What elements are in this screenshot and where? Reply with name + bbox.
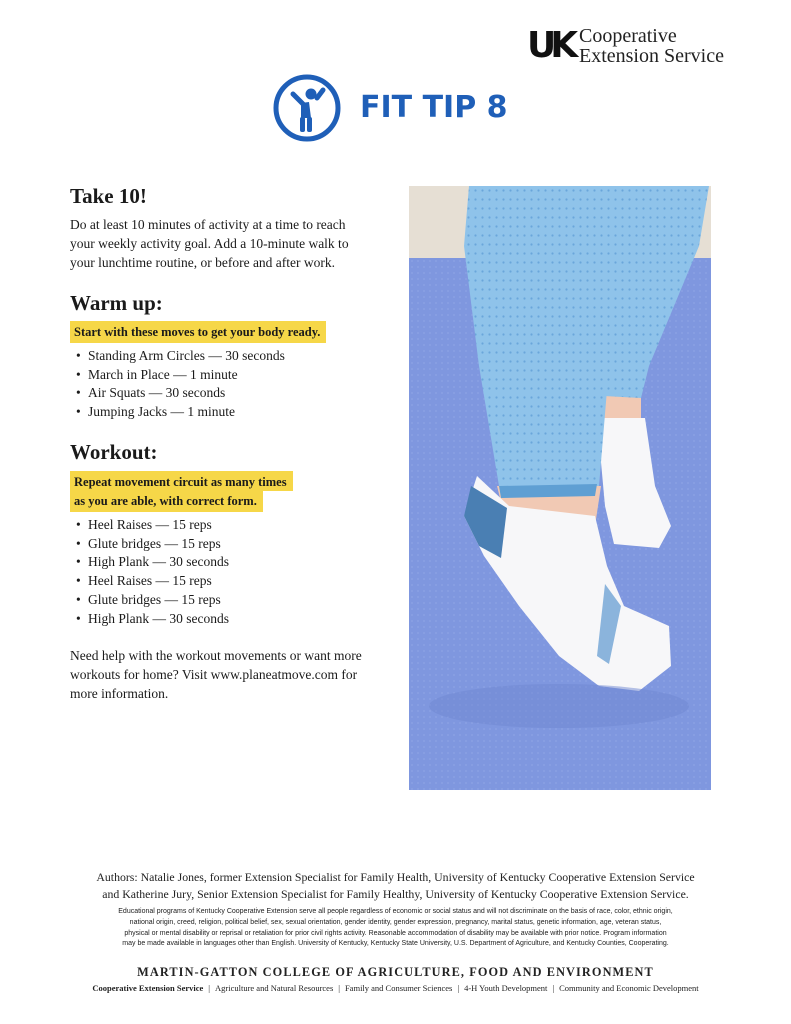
closing-section [70,646,390,703]
department-item: Cooperative Extension Service [92,983,204,993]
logo-org-line-1: Cooperative [579,25,677,47]
department-separator: | [457,983,460,993]
authors-line: and Katherine Jury, Senior Extension Specialist for Family Healthy, University of Kentucky Cooperative Extension Service. [102,887,689,901]
feet-heel-raise-photo [409,186,711,790]
uk-extension-logo [527,26,757,70]
uk-logo-mark: UK [527,25,573,66]
department-separator: | [338,983,340,993]
authors-credit [40,869,751,903]
workout-heading: Workout: [70,440,158,464]
list-item: • Glute bridges — 15 reps [70,591,390,610]
department-item: Family and Consumer Sciences [344,983,453,993]
department-separator: | [552,983,555,993]
logo-org-line-2: Extension Service [579,45,724,67]
warmup-heading: Warm up: [70,291,163,315]
list-item: • Jumping Jacks — 1 minute [70,403,390,422]
list-item: • March in Place — 1 minute [70,366,390,385]
fit-tip-title: FIT TIP 8 [360,90,508,125]
intro-heading: Take 10! [70,184,147,208]
department-item: Agriculture and Natural Resources [215,983,334,993]
list-item: • Heel Raises — 15 reps [70,572,390,591]
list-item: • Glute bridges — 15 reps [70,535,390,554]
intro-section [70,183,390,272]
list-item: • Heel Raises — 15 reps [70,516,390,535]
authors-line: Authors: Natalie Jones, former Extension Specialist for Family Health, University of Kentucky Cooperative Extension Service [96,870,695,884]
warmup-list [70,347,390,422]
list-item: • Standing Arm Circles — 30 seconds [70,347,390,366]
workout-section [70,439,390,628]
department-separator: | [208,983,210,993]
list-item: • Air Squats — 30 seconds [70,384,390,403]
departments-list [20,982,771,994]
workout-highlight-line: as you are able, with correct form. [70,491,263,512]
list-item: • High Plank — 30 seconds [70,610,390,629]
list-item: • High Plank — 30 seconds [70,553,390,572]
legal-line: Educational programs of Kentucky Cooperative Extension serve all people regardless of economic or social status and will not discriminate on the basis of race, color, ethnic origin, [118,908,673,915]
department-item: 4-H Youth Development [464,983,548,993]
closing-text-line: Need help with the workout movements or want more [70,648,362,663]
legal-line: may be made available in languages other than English. University of Kentucky, Kentucky State University, U.S. Department of Agriculture, and Kentucky Counties, Cooperating. [122,940,669,948]
stretching-person-icon [273,74,341,142]
department-item: Community and Economic Development [559,983,699,993]
workout-list [70,516,390,628]
college-name: MARTIN-GATTON COLLEGE OF AGRICULTURE, FOOD AND ENVIRONMENT [137,965,654,979]
intro-text-line: your weekly activity goal. Add a 10-minute walk to [70,236,349,251]
intro-text-line: Do at least 10 minutes of activity at a time to reach [70,217,346,232]
warmup-section [70,290,390,422]
legal-line: national origin, creed, religion, political belief, sex, sexual orientation, gender identity, gender expression, pregnancy, marital status, genetic information, age, veteran status, [129,918,662,926]
workout-highlight-line: Repeat movement circuit as many times [70,471,293,491]
intro-text-line: your lunchtime routine, or before and after work. [70,255,336,270]
closing-text-line: more information. [70,686,169,701]
closing-text-line: workouts for home? Visit www.planeatmove.com for [70,667,358,682]
legal-notice [80,907,711,950]
warmup-highlight: Start with these moves to get your body ready. [70,321,326,343]
legal-line: physical or mental disability or reprisal or retaliation for prior civil rights activity. Reasonable accommodation of disability may be available with prior notice. Program information [124,929,667,937]
